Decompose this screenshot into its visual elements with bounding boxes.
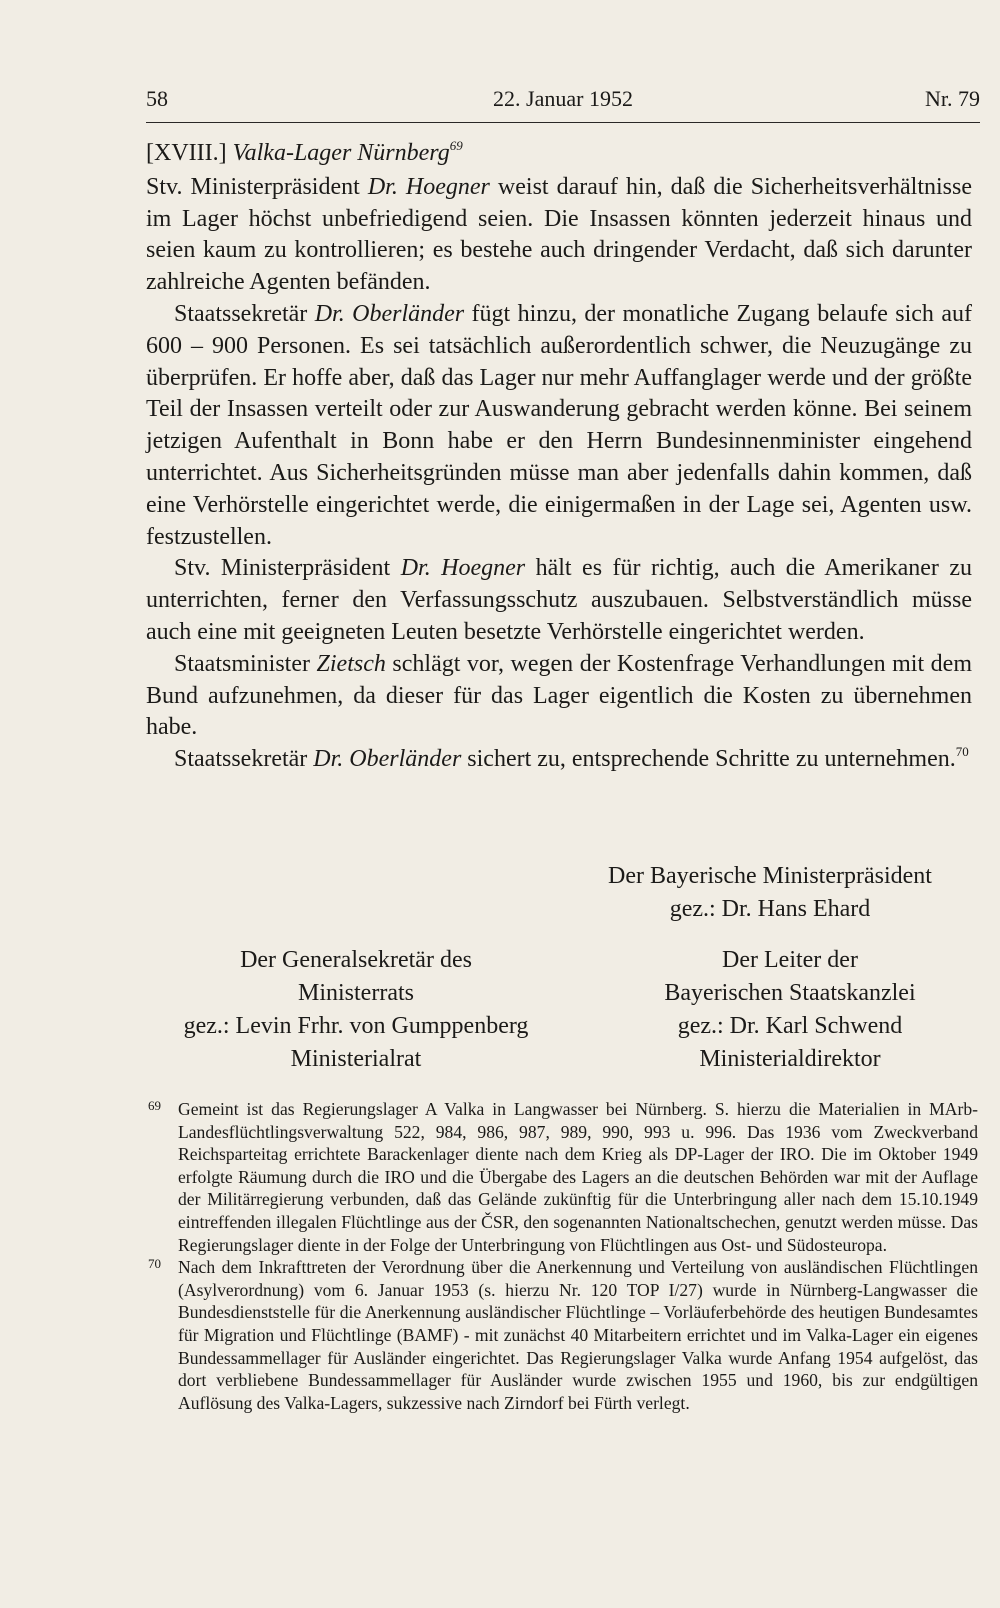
section-title: Valka-Lager Nürnberg	[226, 140, 450, 166]
footnote-number: 70	[148, 1256, 161, 1272]
header-date: 22. Januar 1952	[493, 86, 633, 111]
paragraph-1	[146, 172, 972, 299]
paragraph-2-text: fügt hinzu, der monatliche Zugang belaufe sich auf 600 – 900 Personen. Es sei tatsächlich außerordentlich schwer, die Neuzugänge zu überprüfen. Er hoffe aber, daß das Lager nur mehr Auffanglager werde und der größte Teil der Insassen verteilt oder zur Auswanderung gebracht werden könne. Bei seinem jetzigen Aufenthalt in Bonn habe er den Herrn Bundesinnenminister eingehend unterrichtet. Aus Sicherheitsgründen müsse man aber jedenfalls dahin kommen, daß eine Verhörstelle eingerichtet werde, die einigermaßen in der Lage sei, Agenten usw. festzustellen.	[146, 300, 972, 550]
section-heading	[146, 138, 972, 170]
paragraph-3-speaker: Hoegner	[430, 555, 526, 582]
paragraph-2-speaker: Oberländer	[344, 300, 465, 327]
signature-main-signed: gez.: Dr. Hans Ehard	[669, 896, 871, 922]
signature-right-line2: Bayerischen Staatskanzlei	[664, 980, 916, 1006]
paragraph-5-text: sichert zu, entsprechende Schritte zu unternehmen.	[461, 746, 956, 773]
signature-left-signed: gez.: Levin Frhr. von Gumppenberg	[183, 1013, 529, 1039]
paragraph-1-lead: Stv. Ministerpräsident	[146, 173, 368, 200]
paragraph-4-text: schlägt vor, wegen der Kostenfrage Verhandlungen mit dem Bund aufzunehmen, da dieser für das Lager eigentlich die Kosten zu übernehmen habe.	[146, 650, 972, 741]
signature-left-rank: Ministerialrat	[290, 1046, 422, 1072]
signature-left-line2: Ministerrats	[298, 980, 414, 1006]
signature-left-line1: Der Generalsekretär des	[240, 947, 472, 973]
paragraph-3	[146, 553, 972, 648]
footnote-70	[146, 1256, 978, 1414]
footnote-text: Nach dem Inkrafttreten der Verordnung über die Anerkennung und Verteilung von ausländischen Flüchtlingen (Asylverordnung) vom 6. Januar 1953 (s. hierzu Nr. 120 TOP I/27) wurde in Nürnberg-Langwasser die Bundesdienststelle für die Anerkennung ausländischer Flüchtlinge – Vorläuferbehörde des heutigen Bundesamtes für Migration und Flüchtlinge (BAMF) - mit zunächst 40 Mitarbeitern errichtet und im Valka-Lager ein eigenes Bundessammellager für Ausländer eingerichtet. Das Regierungslager Valka wurde Anfang 1954 aufgelöst, das dort verbliebene Bundessammellager für Ausländer wurde zwischen 1955 und 1960, bis zur endgültigen Auflösung des Valka-Lagers, sukzessive nach Zirndorf bei Fürth verlegt.	[178, 1257, 978, 1413]
paragraph-5	[146, 744, 972, 776]
paragraph-3-lead: Stv. Ministerpräsident	[174, 555, 401, 582]
signature-right-rank: Ministerialdirektor	[699, 1046, 881, 1072]
signature-general-secretary	[146, 944, 566, 1076]
footnote-69	[146, 1098, 978, 1256]
signature-chancellery-head	[600, 944, 980, 1076]
footnote-ref-70: 70	[955, 744, 969, 760]
paragraph-4-lead: Staatsminister	[174, 650, 317, 677]
paragraph-3-title: Dr.	[400, 555, 431, 582]
header-rule	[146, 122, 980, 123]
main-text	[146, 138, 972, 776]
paragraph-2-lead: Staatssekretär	[174, 300, 315, 327]
page-number: 58	[146, 86, 168, 111]
signature-right-signed: gez.: Dr. Karl Schwend	[677, 1013, 903, 1039]
paragraph-2-title: Dr.	[314, 300, 345, 327]
paragraph-5-speaker: Oberländer	[343, 746, 462, 773]
paragraph-2	[146, 299, 972, 553]
paragraph-1-speaker: Hoegner	[397, 173, 490, 200]
paragraph-1-title: Dr.	[367, 173, 398, 200]
paragraph-4-speaker: Zietsch	[316, 650, 386, 677]
footnote-number: 69	[148, 1098, 161, 1113]
paragraph-3-text: hält es für richtig, auch die Amerikaner zu unterrichten, ferner den Verfassungsschutz auszubauen. Selbstverständlich müsse auch eine mit geeigneten Leuten besetzte Verhörstelle eingerichtet werden.	[146, 555, 972, 645]
paragraph-5-lead: Staatssekretär	[174, 746, 314, 773]
footnotes	[146, 1098, 978, 1414]
footnote-ref-69: 69	[449, 138, 463, 153]
footnote-text: Gemeint ist das Regierungslager A Valka in Langwasser bei Nürnberg. S. hierzu die Materialien in MArb-Landesflüchtlingsverwaltung 522, 984, 986, 987, 989, 990, 993 u. 996. Das 1936 vom Zweckverband Reichsparteitag errichtete Barackenlager diente nach dem Krieg als DP-Lager der IRO. Die im Oktober 1949 erfolgte Räumung durch die IRO und die Übergabe des Lagers an die deutschen Behörden war mit der Auflage der Militärregierung verbunden, daß das Gelände zukünftig für die Unterbringung aller nach dem 15.10.1949 eintreffenden illegalen Flüchtlinge aus der ČSR, den sogenannten Nationaltschechen, genutzt werden müsse. Das Regierungslager diente in der Folge der Unterbringung von Flüchtlingen aus Ost- und Südosteuropa.	[178, 1099, 978, 1255]
paragraph-4	[146, 649, 972, 744]
document-number: Nr. 79	[925, 86, 980, 111]
signature-minister-president	[560, 860, 980, 926]
paragraph-5-title: Dr.	[313, 746, 344, 773]
signature-main-title: Der Bayerische Ministerpräsident	[608, 863, 932, 889]
signature-right-line1: Der Leiter der	[722, 947, 858, 973]
page-header	[146, 86, 980, 122]
paragraph-1-text: weist darauf hin, daß die Sicherheitsverhältnisse im Lager höchst unbefriedigend seien. Die Insassen könnten jederzeit hinaus und seien kaum zu kontrollieren; es bestehe auch dringender Verdacht, daß sich darunter zahlreiche Agenten befänden.	[146, 173, 972, 296]
section-prefix: [XVIII.]	[146, 140, 227, 166]
